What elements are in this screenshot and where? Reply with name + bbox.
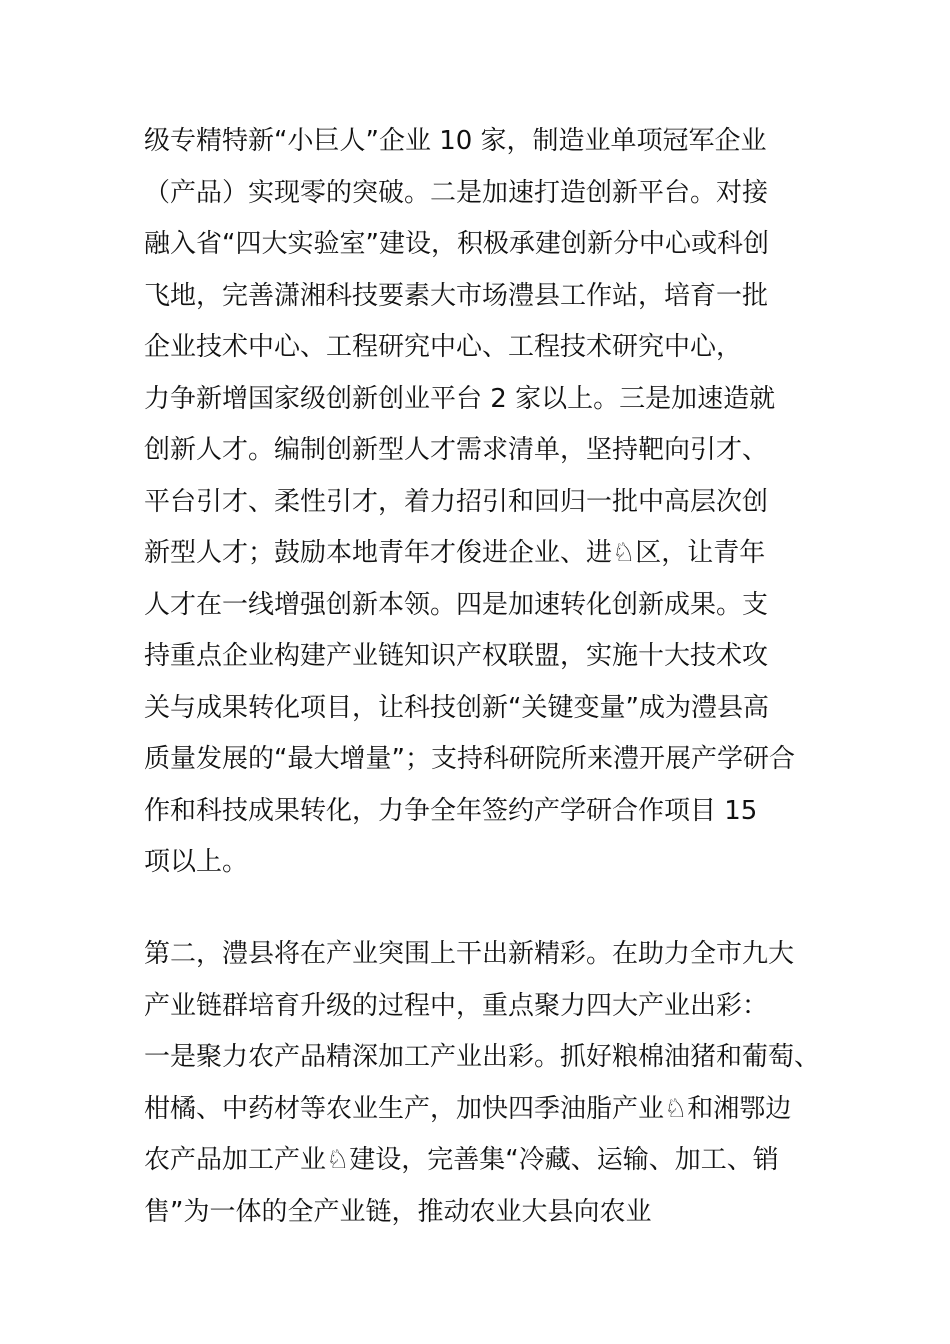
text-line: 人才在一线增强创新本领。四是加速转化创新成果。支 xyxy=(144,589,769,620)
text-line: 关与成果转化项目，让科技创新“关键变量”成为澧县高 xyxy=(144,692,769,723)
text-line: 企业技术中心、工程研究中心、工程技术研究中心， xyxy=(144,332,743,362)
text-line: 融入省“四大实验室”建设，积极承建创新分中心或科创 xyxy=(144,229,769,259)
text-line: 售”为一体的全产业链，推动农业大县向农业 xyxy=(144,1196,652,1227)
text-line: 柑橘、中药材等农业生产，加快四季油脂产业♘和湘鄂边 xyxy=(144,1093,792,1124)
text-line: 农产品加工产业♘建设，完善集“冷藏、运输、加工、销 xyxy=(144,1145,779,1175)
text-line: 级专精特新“小巨人”企业 10 家，制造业单项冠军企业 xyxy=(144,126,767,156)
text-line: 平台引才、柔性引才，着力招引和回归一批中高层次创 xyxy=(144,486,769,517)
text-line: 创新人才。编制创新型人才需求清单，坚持靶向引才、 xyxy=(144,435,769,465)
text-line: 持重点企业构建产业链知识产权联盟，实施十大技术攻 xyxy=(144,641,769,671)
paragraph-innovation xyxy=(144,116,864,889)
text-line: 项以上。 xyxy=(144,847,249,877)
text-line: 质量发展的“最大增量”；支持科研院所来澧开展产学研合 xyxy=(144,744,795,774)
text-line: 一是聚力农产品精深加工产业出彩。抓好粮棉油猪和葡萄、 xyxy=(144,1042,821,1072)
text-line: 第二，澧县将在产业突围上干出新精彩。在助力全市九大 xyxy=(144,939,795,969)
text-line: 产业链群培育升级的过程中，重点聚力四大产业出彩： xyxy=(144,990,769,1021)
text-line: 新型人才；鼓励本地青年才俊进企业、进♘区，让青年 xyxy=(144,538,766,568)
text-line: 飞地，完善潇湘科技要素大市场澧县工作站，培育一批 xyxy=(144,280,769,311)
text-line: 力争新增国家级创新创业平台 2 家以上。三是加速造就 xyxy=(144,383,776,414)
text-line: 作和科技成果转化，力争全年签约产学研合作项目 15 xyxy=(144,795,758,826)
text-line: （产品）实现零的突破。二是加速打造创新平台。对接 xyxy=(144,177,769,208)
paragraph-industry xyxy=(144,929,864,1238)
